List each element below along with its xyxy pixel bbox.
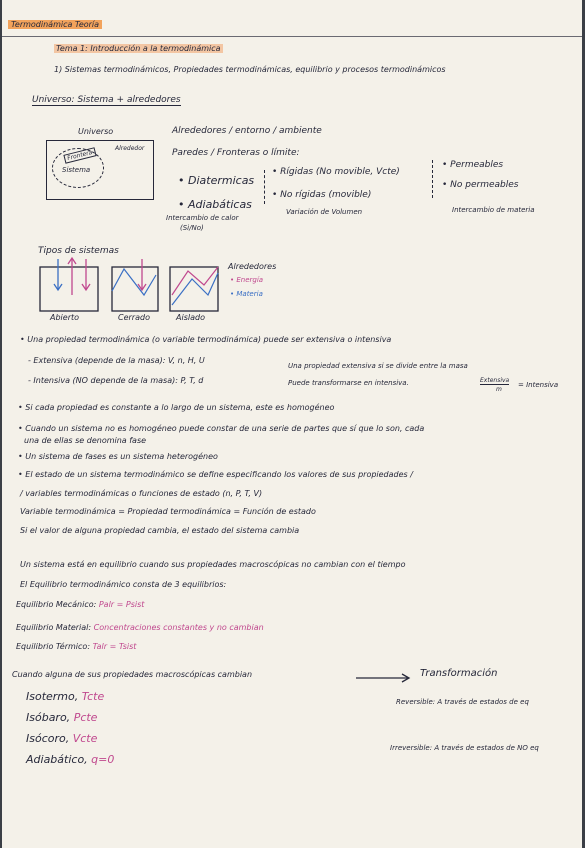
bullet-fase-text-1: Cuando un sistema no es homogéneo puede constar de una serie de partes que sí que lo son, cada <box>25 424 425 433</box>
fraction-top: Extensiva <box>480 377 510 384</box>
equilibrio-line-2: El Equilibrio termodinámico consta de 3 equilibrios: <box>20 580 227 589</box>
proceso-isobaro <box>26 711 97 724</box>
propiedad-line: • Una propiedad termodinámica (o variable termodinámica) puede ser extensiva o intensiva <box>20 335 392 344</box>
bullet-homogeneo: • Si cada propiedad es constante a lo largo de un sistema, este es homogéneo <box>18 403 335 412</box>
divider-left <box>264 170 265 204</box>
isocoro-label: Isócoro, <box>26 732 70 745</box>
variable-line: Variable termodinámica = Propiedad termodinámica = Función de estado <box>20 507 316 516</box>
adiabatico-label: Adiabático, <box>26 753 88 766</box>
extensiva-note-2: Puede transformarse en intensiva. <box>288 379 409 387</box>
isobaro-label: Isóbaro, <box>26 711 71 724</box>
isobaro-cond: Pcte <box>73 711 98 724</box>
no-permeables-label: No permeables <box>450 180 519 190</box>
energia-label: Energía <box>236 276 264 284</box>
proceso-adiabatico <box>26 753 114 766</box>
paredes-line: Paredes / Fronteras o límite: <box>172 148 300 158</box>
transformacion-label: Transformación <box>420 668 498 679</box>
si-no: (Si/No) <box>180 224 204 232</box>
extensiva-note-1: Una propiedad extensiva si se divide entre la masa <box>288 362 468 370</box>
bullet-homogeneo-text: Si cada propiedad es constante a lo largo de un sistema, este es homogéneo <box>25 403 335 412</box>
tipos-title: Tipos de sistemas <box>38 246 119 256</box>
arrow-icon <box>354 672 414 684</box>
diagram-universo-label: Universo <box>78 127 114 136</box>
diagram-alrededor-label: Alrededor <box>115 145 145 152</box>
valor-line: Si el valor de alguna propiedad cambia, el estado del sistema cambia <box>20 526 300 535</box>
bullet-heterogeneo: • Un sistema de fases es un sistema heterogéneo <box>18 452 218 461</box>
isotermo-cond: Tcte <box>81 690 105 703</box>
permeables-label: Permeables <box>450 160 504 170</box>
fraction-bottom: m <box>496 386 502 393</box>
energia-legend: • Energía <box>230 276 264 284</box>
header-divider <box>2 36 582 37</box>
reversible-line: Reversible: A través de estados de eq <box>396 698 529 706</box>
mecanico-label: Equilibrio Mecánico: <box>16 600 97 609</box>
propiedad-text: Una propiedad termodinámica (o variable termodinámica) puede ser extensiva o intensiva <box>27 335 392 344</box>
extensiva-line: - Extensiva (depende de la masa): V, n, H, U <box>28 356 205 365</box>
notebook-page <box>2 0 582 848</box>
bullet-estado-1: • El estado de un sistema termodinámico se define especificando los valores de sus propiedades / <box>18 470 413 479</box>
intercambio-calor: Intercambio de calor <box>166 214 239 222</box>
header-title: Termodinámica Teoría <box>8 20 102 29</box>
material-value: Concentraciones constantes y no cambian <box>93 623 264 632</box>
adiabaticas-label: Adiabáticas <box>188 198 252 211</box>
bullet-estado-text-1: El estado de un sistema termodinámico se define especificando los valores de sus propiedades / <box>25 470 413 479</box>
intensiva-line: - Intensiva (NO depende de la masa): P, T, d <box>28 376 204 385</box>
rigidas-label: Rígidas (No movible, Vcte) <box>280 167 400 177</box>
permeables-item: • Permeables <box>442 160 504 170</box>
isotermo-label: Isotermo, <box>26 690 79 703</box>
mecanico-value: Palr = Psist <box>98 600 145 609</box>
divider-right <box>432 160 433 198</box>
diagram-frontera-label: Frontera <box>63 147 96 163</box>
no-permeables-item: • No permeables <box>442 180 519 190</box>
material-label: Equilibrio Material: <box>16 623 92 632</box>
fraction-eq: = Intensiva <box>518 381 559 389</box>
equilibrio-line-1: Un sistema está en equilibrio cuando sus propiedades macroscópicas no cambian con el tiempo <box>20 560 406 569</box>
bullet-fase-1: • Cuando un sistema no es homogéneo puede constar de una serie de partes que sí que lo son, cada <box>18 424 425 433</box>
rigidas-item: • Rígidas (No movible, Vcte) <box>272 167 400 177</box>
proceso-isotermo <box>26 690 104 703</box>
isocoro-cond: Vcte <box>72 732 98 745</box>
diatermicas-item: • Diatermicas <box>178 174 255 187</box>
materia-legend: • Materia <box>230 290 263 298</box>
diagram-sistema-label: Sistema <box>62 166 91 174</box>
no-rigidas-label: No rígidas (movible) <box>280 190 372 200</box>
equilibrio-material <box>16 623 264 632</box>
abierto-label: Abierto <box>50 313 80 322</box>
bullet-fase-2: una de ellas se denomina fase <box>24 436 147 445</box>
bullet-estado-2: / variables termodinámicas o funciones de estado (n, P, T, V) <box>20 489 263 498</box>
cuando-line: Cuando alguna de sus propiedades macroscópicas cambian <box>12 670 253 679</box>
adiabaticas-item: • Adiabáticas <box>178 198 252 211</box>
adiabatico-cond: q=0 <box>91 753 115 766</box>
equilibrio-termico <box>16 642 136 651</box>
intercambio-materia: Intercambio de materia <box>452 206 535 214</box>
cerrado-label: Cerrado <box>118 313 150 322</box>
alrededores-legend-title: Alrededores <box>228 262 277 271</box>
variacion-volumen: Variación de Volumen <box>286 208 363 216</box>
tema-title: Tema 1: Introducción a la termodinámica <box>56 44 221 53</box>
section-heading: 1) Sistemas termodinámicos, Propiedades termodinámicas, equilibrio y procesos termodinámicos <box>54 65 446 74</box>
materia-label: Materia <box>236 290 263 298</box>
alrededores-line: Alrededores / entorno / ambiente <box>172 126 322 136</box>
bullet-heterogeneo-text: Un sistema de fases es un sistema heterogéneo <box>25 452 218 461</box>
universo-line: Universo: Sistema + alrededores <box>32 95 181 105</box>
diatermicas-label: Diatermicas <box>188 174 255 187</box>
termico-label: Equilibrio Térmico: <box>16 642 91 651</box>
no-rigidas-item: • No rígidas (movible) <box>272 190 372 200</box>
aislado-label: Aislado <box>176 313 205 322</box>
termico-value: Talr = Tsist <box>92 642 137 651</box>
irreversible-line: Irreversible: A través de estados de NO eq <box>390 744 539 752</box>
proceso-isocoro <box>26 732 97 745</box>
equilibrio-mecanico <box>16 600 144 609</box>
